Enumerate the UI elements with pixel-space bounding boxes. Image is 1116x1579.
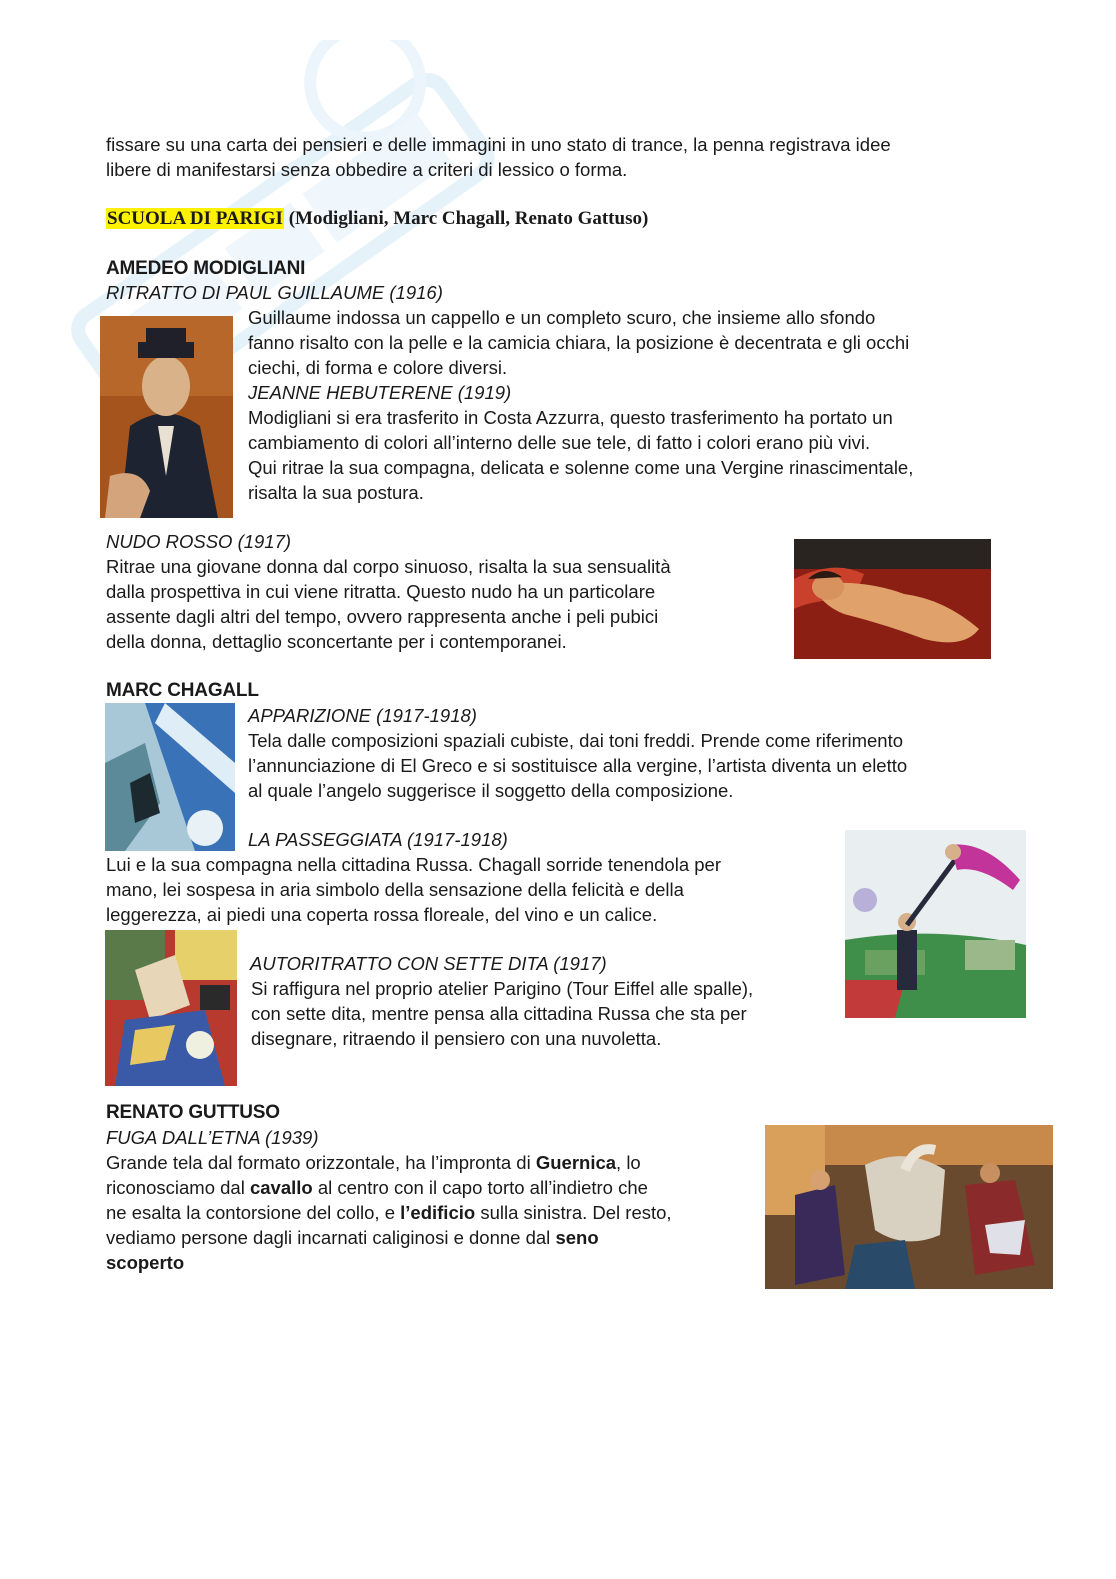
- work-title-passeggiata: LA PASSEGGIATA (1917-1918): [248, 829, 508, 850]
- painting-passeggiata-image: [845, 830, 1026, 1018]
- passeggiata-desc-1: Lui e la sua compagna nella cittadina Russa. Chagall sorride tenendola per: [106, 854, 721, 875]
- nudo-desc-4: della donna, dettaglio sconcertante per i contemporanei.: [106, 631, 567, 652]
- fuga-keyword-scoperto: scoperto: [106, 1252, 185, 1273]
- fuga-desc-2: [106, 1175, 648, 1200]
- work-title-fuga-etna: FUGA DALL’ETNA (1939): [106, 1127, 319, 1148]
- autoritratto-desc-1: Si raffigura nel proprio atelier Parigino (Tour Eiffel alle spalle),: [251, 978, 754, 999]
- apparizione-desc-3: al quale l’angelo suggerisce il soggetto della composizione.: [248, 780, 734, 801]
- fuga-desc-1-c: , lo: [616, 1152, 641, 1173]
- guillaume-desc-3: ciechi, di forma e colore diversi.: [248, 357, 508, 378]
- intro-line-2: libere di manifestarsi senza obbedire a criteri di lessico o forma.: [106, 159, 628, 180]
- fuga-desc-2-a: riconosciamo dal: [106, 1177, 250, 1198]
- fuga-keyword-guernica: Guernica: [535, 1152, 617, 1173]
- painting-fuga-etna-image: [765, 1125, 1053, 1289]
- painting-autoritratto-image: [105, 930, 237, 1086]
- work-title-guillaume: RITRATTO DI PAUL GUILLAUME (1916): [106, 282, 443, 303]
- fuga-desc-5: [106, 1250, 184, 1275]
- jeanne-desc-4: risalta la sua postura.: [248, 482, 424, 503]
- apparizione-desc-2: l’annunciazione di El Greco e si sostituisce alla vergine, l’artista diventa un eletto: [248, 755, 908, 776]
- work-title-autoritratto: AUTORITRATTO CON SETTE DITA (1917): [250, 953, 607, 974]
- nudo-desc-2: dalla prospettiva in cui viene ritratta. Questo nudo ha un particolare: [106, 581, 656, 602]
- jeanne-desc-2: cambiamento di colori all’interno delle sue tele, di fatto i colori erano più vivi.: [248, 432, 871, 453]
- artist-chagall: MARC CHAGALL: [106, 680, 259, 701]
- school-name-highlight: SCUOLA DI PARIGI: [107, 208, 283, 229]
- work-title-nudo-rosso: NUDO ROSSO (1917): [106, 531, 292, 552]
- fuga-desc-1-a: Grande tela dal formato orizzontale, ha l’impronta di: [106, 1152, 536, 1173]
- fuga-keyword-seno: seno: [555, 1227, 599, 1248]
- nudo-desc-3: assente dagli altri del tempo, ovvero rappresenta anche i peli pubici: [106, 606, 659, 627]
- fuga-desc-3-a: ne esalta la contorsione del collo, e: [106, 1202, 401, 1223]
- passeggiata-desc-3: leggerezza, ai piedi una coperta rossa floreale, del vino e un calice.: [106, 904, 658, 925]
- painting-apparizione-image: [105, 703, 235, 851]
- fuga-desc-4-a: vediamo persone dagli incarnati caliginosi e donne dal: [106, 1227, 556, 1248]
- fuga-keyword-edificio: l’edificio: [400, 1202, 476, 1223]
- intro-line-1: fissare su una carta dei pensieri e delle immagini in uno stato di trance, la penna registrava idee: [106, 134, 891, 155]
- autoritratto-desc-3: disegnare, ritraendo il pensiero con una nuvoletta.: [251, 1028, 662, 1049]
- school-members: (Modigliani, Marc Chagall, Renato Gattuso): [283, 208, 649, 229]
- artist-modigliani: AMEDEO MODIGLIANI: [106, 258, 306, 279]
- work-title-jeanne: JEANNE HEBUTERENE (1919): [248, 382, 512, 403]
- guillaume-desc-1: Guillaume indossa un cappello e un completo scuro, che insieme allo sfondo: [248, 307, 876, 328]
- work-title-apparizione: APPARIZIONE (1917-1918): [248, 705, 477, 726]
- painting-guillaume-image: [100, 316, 233, 518]
- painting-nudo-rosso-image: [794, 539, 991, 659]
- fuga-desc-3-c: sulla sinistra. Del resto,: [475, 1202, 672, 1223]
- jeanne-desc-1: Modigliani si era trasferito in Costa Azzurra, questo trasferimento ha portato un: [248, 407, 893, 428]
- nudo-desc-1: Ritrae una giovane donna dal corpo sinuoso, risalta la sua sensualità: [106, 556, 671, 577]
- jeanne-desc-3: Qui ritrae la sua compagna, delicata e solenne come una Vergine rinascimentale,: [248, 457, 914, 478]
- fuga-desc-1: [106, 1150, 641, 1175]
- autoritratto-desc-2: con sette dita, mentre pensa alla cittadina Russa che sta per: [251, 1003, 747, 1024]
- passeggiata-desc-2: mano, lei sospesa in aria simbolo della sensazione della felicità e della: [106, 879, 684, 900]
- school-heading: [106, 206, 648, 231]
- artist-guttuso: RENATO GUTTUSO: [106, 1102, 280, 1123]
- fuga-keyword-cavallo: cavallo: [249, 1177, 313, 1198]
- fuga-desc-3: [106, 1200, 672, 1225]
- fuga-desc-4: [106, 1225, 599, 1250]
- fuga-desc-2-c: al centro con il capo torto all’indietro che: [312, 1177, 648, 1198]
- guillaume-desc-2: fanno risalto con la pelle e la camicia chiara, la posizione è decentrata e gli occhi: [248, 332, 910, 353]
- apparizione-desc-1: Tela dalle composizioni spaziali cubiste, dai toni freddi. Prende come riferimento: [248, 730, 904, 751]
